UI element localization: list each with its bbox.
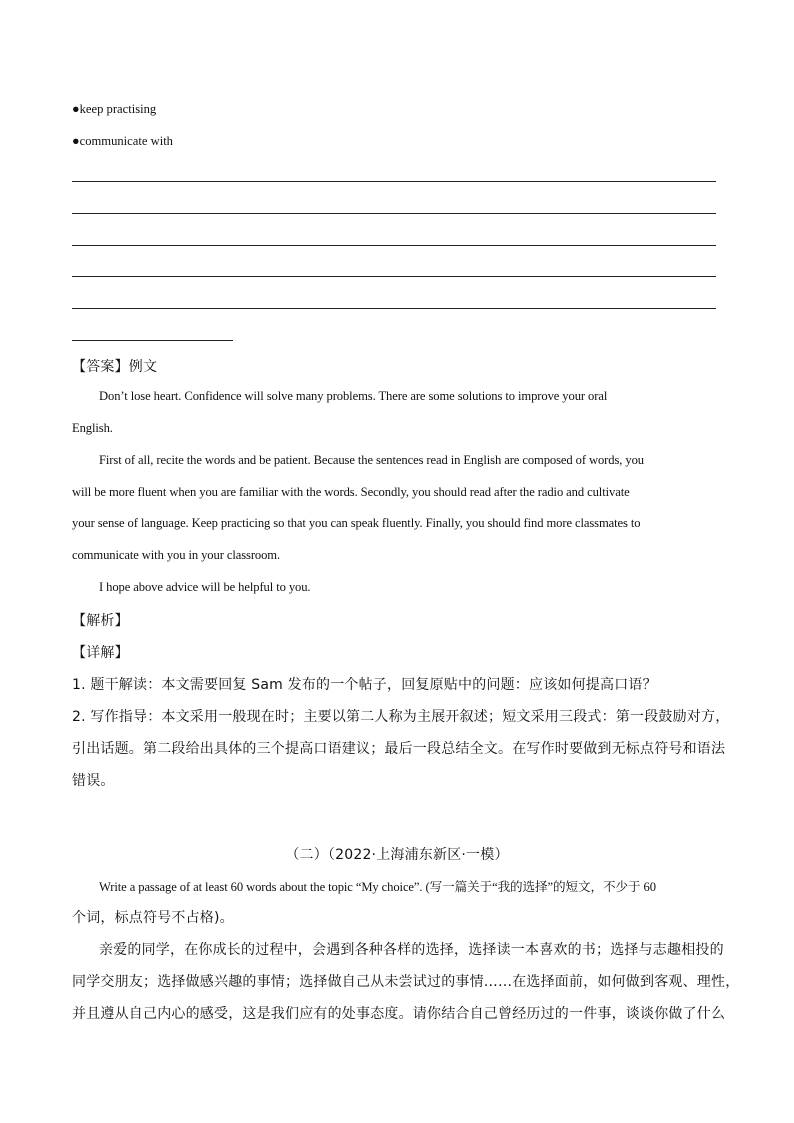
writing-line	[72, 308, 716, 309]
section-title: （二）（2022·上海浦东新区·一模）	[285, 847, 509, 863]
essay-line: communicate with you in your classroom.	[72, 548, 281, 562]
essay-line: I hope above advice will be helpful to you.	[99, 580, 311, 594]
writing-line	[72, 213, 716, 214]
detail-item-1: 1. 题干解读：本文需要回复 Sam 发布的一个帖子，回复原贴中的问题：应该如何提高口语？	[72, 677, 657, 693]
answer-heading: 【答案】例文	[72, 359, 158, 375]
essay-line: will be more fluent when you are familiar with the words. Secondly, you should read after the radio and cultivate	[72, 485, 630, 499]
essay-line: Don’t lose heart. Confidence will solve many problems. There are some solutions to improve your oral	[99, 389, 608, 403]
writing-line	[72, 181, 716, 182]
prompt-line: 个词，标点符号不占格)。	[72, 910, 234, 926]
writing-line-short	[72, 340, 233, 341]
analysis-heading: 【解析】	[72, 613, 129, 629]
detail-item-2-cont: 错误。	[72, 773, 115, 789]
detail-heading: 【详解】	[72, 645, 129, 661]
writing-line	[72, 245, 716, 246]
detail-item-2: 2. 写作指导：本文采用一般现在时；主要以第二人称为主展开叙述；短文采用三段式：第一段鼓励对方，	[72, 709, 730, 725]
body-line: 同学交朋友；选择做感兴趣的事情；选择做自己从未尝试过的事情……在选择面前，如何做到客观、理性，	[72, 974, 740, 990]
body-line: 亲爱的同学，在你成长的过程中，会遇到各种各样的选择，选择读一本喜欢的书；选择与志趣相投的	[99, 942, 724, 958]
writing-line	[72, 276, 716, 277]
detail-item-2-cont: 引出话题。第二段给出具体的三个提高口语建议；最后一段总结全文。在写作时要做到无标点符号和语法	[72, 741, 726, 757]
body-line: 并且遵从自己内心的感受，这是我们应有的处事态度。请你结合自己曾经历过的一件事，谈谈你做了什么	[72, 1006, 726, 1022]
bullet-keep-practising: ●keep practising	[72, 102, 157, 116]
essay-line: First of all, recite the words and be patient. Because the sentences read in English are composed of words, you	[99, 453, 644, 467]
essay-line: your sense of language. Keep practicing so that you can speak fluently. Finally, you should find more classmates to	[72, 516, 641, 530]
bullet-communicate-with: ●communicate with	[72, 134, 173, 148]
essay-line: English.	[72, 421, 113, 435]
prompt-line: Write a passage of at least 60 words about the topic “My choice”. (写一篇关于“我的选择”的短文，不少于 60	[99, 880, 656, 894]
